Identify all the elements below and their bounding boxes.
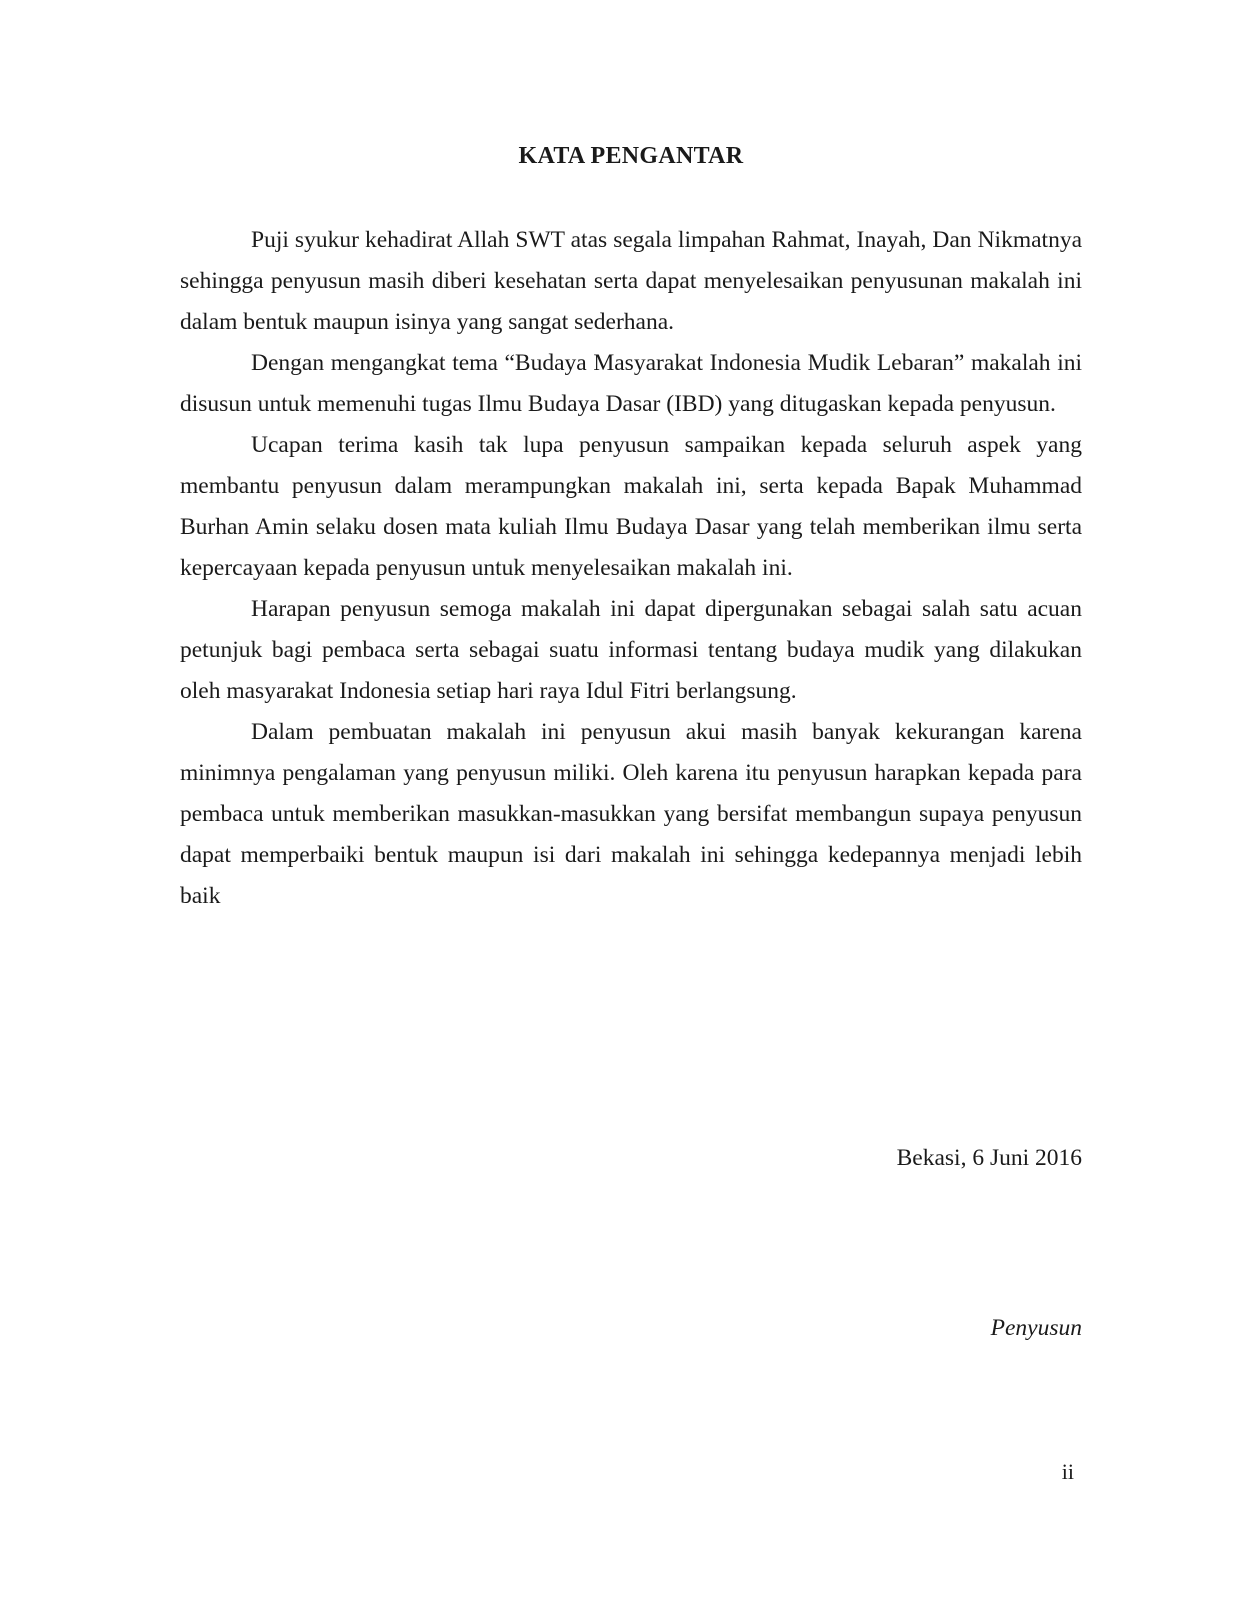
body-text xyxy=(180,220,1082,917)
signer: Penyusun xyxy=(990,1315,1082,1341)
place-date: Bekasi, 6 Juni 2016 xyxy=(896,1145,1082,1171)
paragraph-4: Harapan penyusun semoga makalah ini dapat dipergunakan sebagai salah satu acuan petunjuk bagi pembaca serta sebagai suatu informasi tentang budaya mudik yang dilakukan oleh masyarakat Indonesia setiap hari raya Idul Fitri berlangsung. xyxy=(180,596,1082,704)
paragraph-5: Dalam pembuatan makalah ini penyusun akui masih banyak kekurangan karena minimnya pengalaman yang penyusun miliki. Oleh karena itu penyusun harapkan kepada para pembaca untuk memberikan masukkan-masukkan yang bersifat membangun supaya penyusun dapat memperbaiki bentuk maupun isi dari makalah ini sehingga kedepannya menjadi lebih baik xyxy=(180,719,1082,909)
page-number: ii xyxy=(1061,1459,1074,1484)
page-title: KATA PENGANTAR xyxy=(518,143,744,169)
paragraph-3: Ucapan terima kasih tak lupa penyusun sampaikan kepada seluruh aspek yang membantu penyusun dalam merampungkan makalah ini, serta kepada Bapak Muhammad Burhan Amin selaku dosen mata kuliah Ilmu Budaya Dasar yang telah memberikan ilmu serta kepercayaan kepada penyusun untuk menyelesaikan makalah ini. xyxy=(180,432,1082,581)
paragraph-1: Puji syukur kehadirat Allah SWT atas segala limpahan Rahmat, Inayah, Dan Nikmatnya sehingga penyusun masih diberi kesehatan serta dapat menyelesaikan penyusunan makalah ini dalam bentuk maupun isinya yang sangat sederhana. xyxy=(180,227,1082,335)
paragraph-2: Dengan mengangkat tema “Budaya Masyarakat Indonesia Mudik Lebaran” makalah ini disusun untuk memenuhi tugas Ilmu Budaya Dasar (IBD) yang ditugaskan kepada penyusun. xyxy=(180,350,1082,417)
